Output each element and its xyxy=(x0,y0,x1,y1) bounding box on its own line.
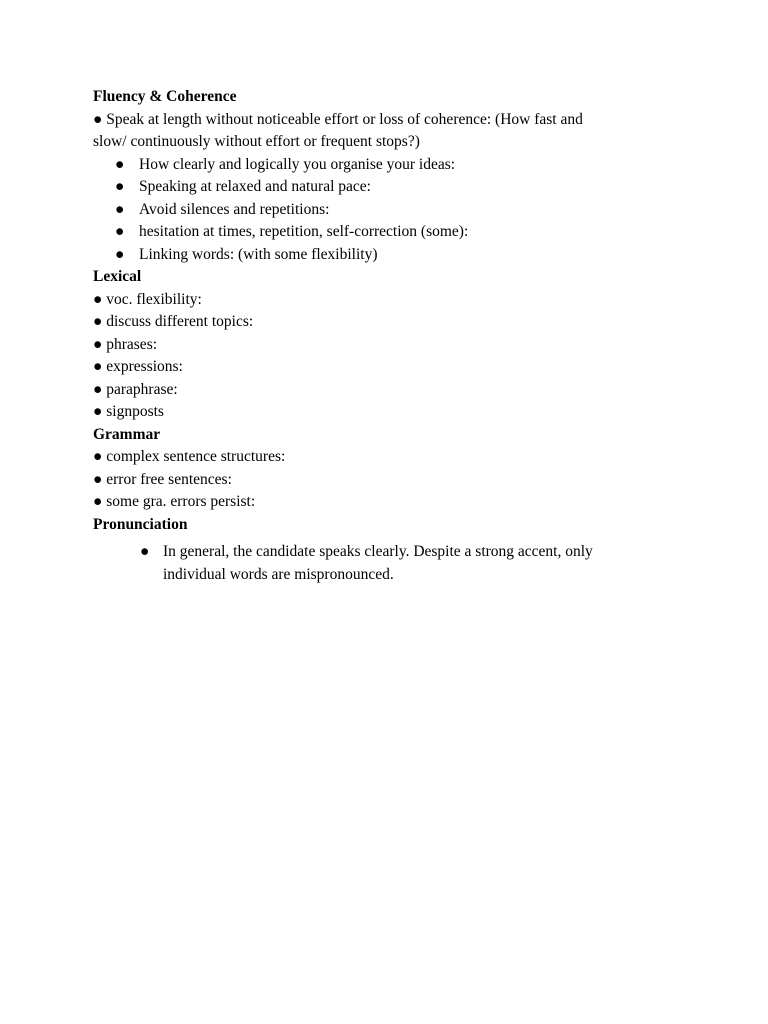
lexical-item: ● discuss different topics: xyxy=(93,313,254,330)
grammar-item: ● error free sentences: xyxy=(93,470,232,488)
lexical-item: ● paraphrase: xyxy=(93,380,178,398)
bullet-icon: ● xyxy=(140,543,150,560)
pronunciation-heading: Pronunciation xyxy=(93,515,188,533)
grammar-item: ● complex sentence structures: xyxy=(93,448,286,465)
fluency-list-item xyxy=(93,154,673,177)
fluency-item-text: hesitation at times, repetition, self-correction (some): xyxy=(139,223,469,240)
fluency-heading: Fluency & Coherence xyxy=(93,88,237,105)
pronunciation-list-item xyxy=(93,541,673,586)
fluency-intro-line-1: ● Speak at length without noticeable effort or loss of coherence: (How fast and xyxy=(93,110,583,128)
bullet-icon: ● xyxy=(115,155,125,173)
fluency-item-text: Speaking at relaxed and natural pace: xyxy=(139,178,371,195)
document-content xyxy=(93,86,673,586)
fluency-list xyxy=(93,154,673,267)
lexical-heading: Lexical xyxy=(93,268,142,285)
grammar-item: ● some gra. errors persist: xyxy=(93,493,256,510)
lexical-item: ● phrases: xyxy=(93,335,158,353)
lexical-item: ● signposts xyxy=(93,403,164,420)
fluency-list-item xyxy=(93,221,673,244)
pronunciation-item-line-2: individual words are mispronounced. xyxy=(163,565,394,583)
fluency-intro-line-2: slow/ continuously without effort or frequent stops?) xyxy=(93,133,420,150)
bullet-icon: ● xyxy=(115,178,125,195)
bullet-icon: ● xyxy=(115,200,125,218)
lexical-item: ● voc. flexibility: xyxy=(93,290,202,308)
fluency-item-text: How clearly and logically you organise your ideas: xyxy=(139,155,456,173)
fluency-item-text: Linking words: (with some flexibility) xyxy=(139,245,378,263)
bullet-icon: ● xyxy=(115,245,125,263)
bullet-icon: ● xyxy=(115,223,125,240)
lexical-item: ● expressions: xyxy=(93,358,183,375)
pronunciation-item-line-1: In general, the candidate speaks clearly. Despite a strong accent, only xyxy=(163,543,593,560)
fluency-item-text: Avoid silences and repetitions: xyxy=(139,200,330,218)
fluency-list-item xyxy=(93,176,673,199)
fluency-list-item xyxy=(93,199,673,222)
fluency-list-item xyxy=(93,244,673,267)
grammar-heading: Grammar xyxy=(93,425,161,443)
